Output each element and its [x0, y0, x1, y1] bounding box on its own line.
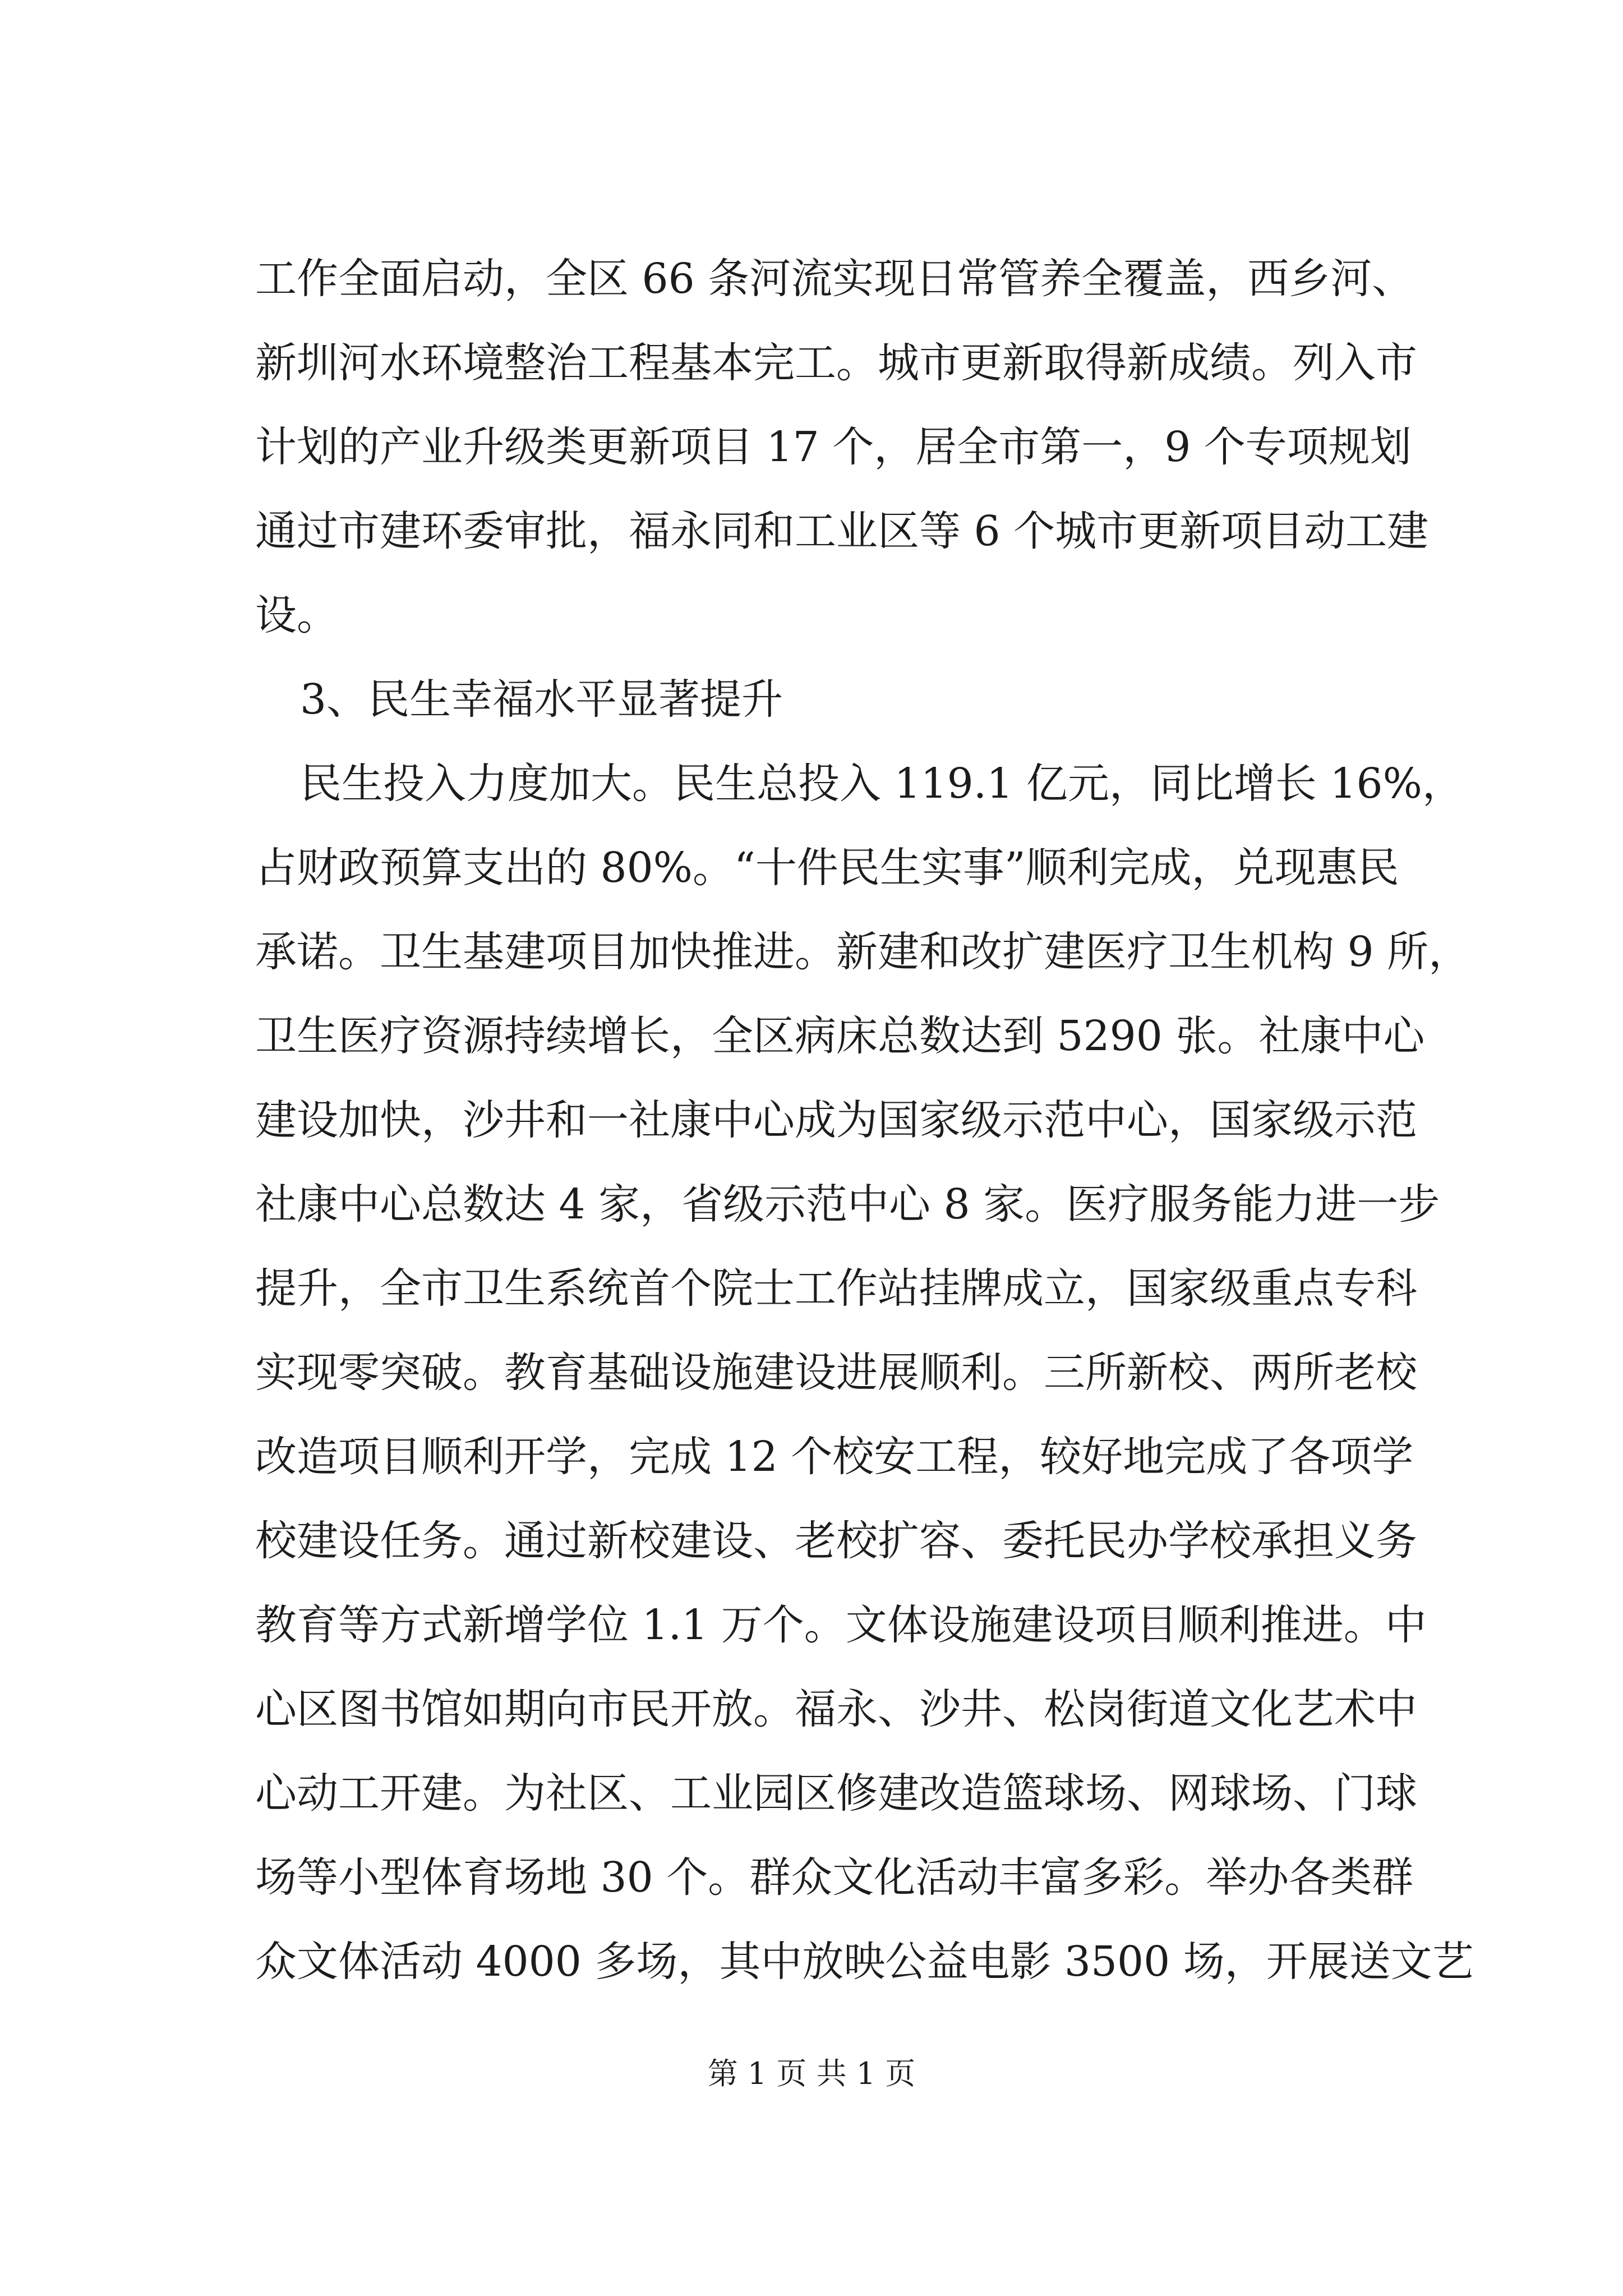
- text-line-1: 工作全面启动，全区 66 条河流实现日常管养全覆盖，西乡河、: [255, 255, 1414, 303]
- text-line-10: 卫生医疗资源持续增长，全区病床总数达到 5290 张。社康中心: [255, 1012, 1425, 1060]
- text-line-12: 社康中心总数达 4 家，省级示范中心 8 家。医疗服务能力进一步: [255, 1180, 1440, 1228]
- section-heading: 3、民生幸福水平显著提升: [300, 675, 783, 724]
- text-line-7: 民生投入力度加大。民生总投入 119.1 亿元，同比增长 16%，: [300, 760, 1464, 808]
- text-line-2: 新圳河水环境整治工程基本完工。城市更新取得新成绩。列入市: [255, 339, 1417, 387]
- text-line-3: 计划的产业升级类更新项目 17 个，居全市第一，9 个专项规划: [255, 423, 1412, 471]
- text-line-17: 教育等方式新增学位 1.1 万个。文体设施建设项目顺利推进。中: [255, 1601, 1427, 1649]
- text-line-19: 心动工开建。为社区、工业园区修建改造篮球场、网球场、门球: [255, 1769, 1417, 1818]
- text-line-9: 承诺。卫生基建项目加快推进。新建和改扩建医疗卫生机构 9 所，: [255, 928, 1470, 976]
- text-line-13: 提升，全市卫生系统首个院士工作站挂牌成立，国家级重点专科: [255, 1264, 1417, 1313]
- text-line-11: 建设加快，沙井和一社康中心成为国家级示范中心，国家级示范: [255, 1096, 1417, 1144]
- text-line-18: 心区图书馆如期向市民开放。福永、沙井、松岗街道文化艺术中: [255, 1685, 1417, 1733]
- text-line-5: 设。: [255, 591, 338, 639]
- text-line-16: 校建设任务。通过新校建设、老校扩容、委托民办学校承担义务: [255, 1517, 1417, 1565]
- text-line-8: 占财政预算支出的 80%。“十件民生实事”顺利完成，兑现惠民: [255, 844, 1399, 892]
- text-line-21: 众文体活动 4000 多场，其中放映公益电影 3500 场，开展送文艺: [255, 1938, 1474, 1986]
- text-line-20: 场等小型体育场地 30 个。群众文化活动丰富多彩。举办各类群: [255, 1853, 1414, 1902]
- page-number-footer: 第 1 页 共 1 页: [707, 2056, 916, 2091]
- text-line-4: 通过市建环委审批，福永同和工业区等 6 个城市更新项目动工建: [255, 507, 1429, 555]
- text-line-15: 改造项目顺利开学，完成 12 个校安工程，较好地完成了各项学: [255, 1433, 1414, 1481]
- text-line-14: 实现零突破。教育基础设施建设进展顺利。三所新校、两所老校: [255, 1349, 1417, 1397]
